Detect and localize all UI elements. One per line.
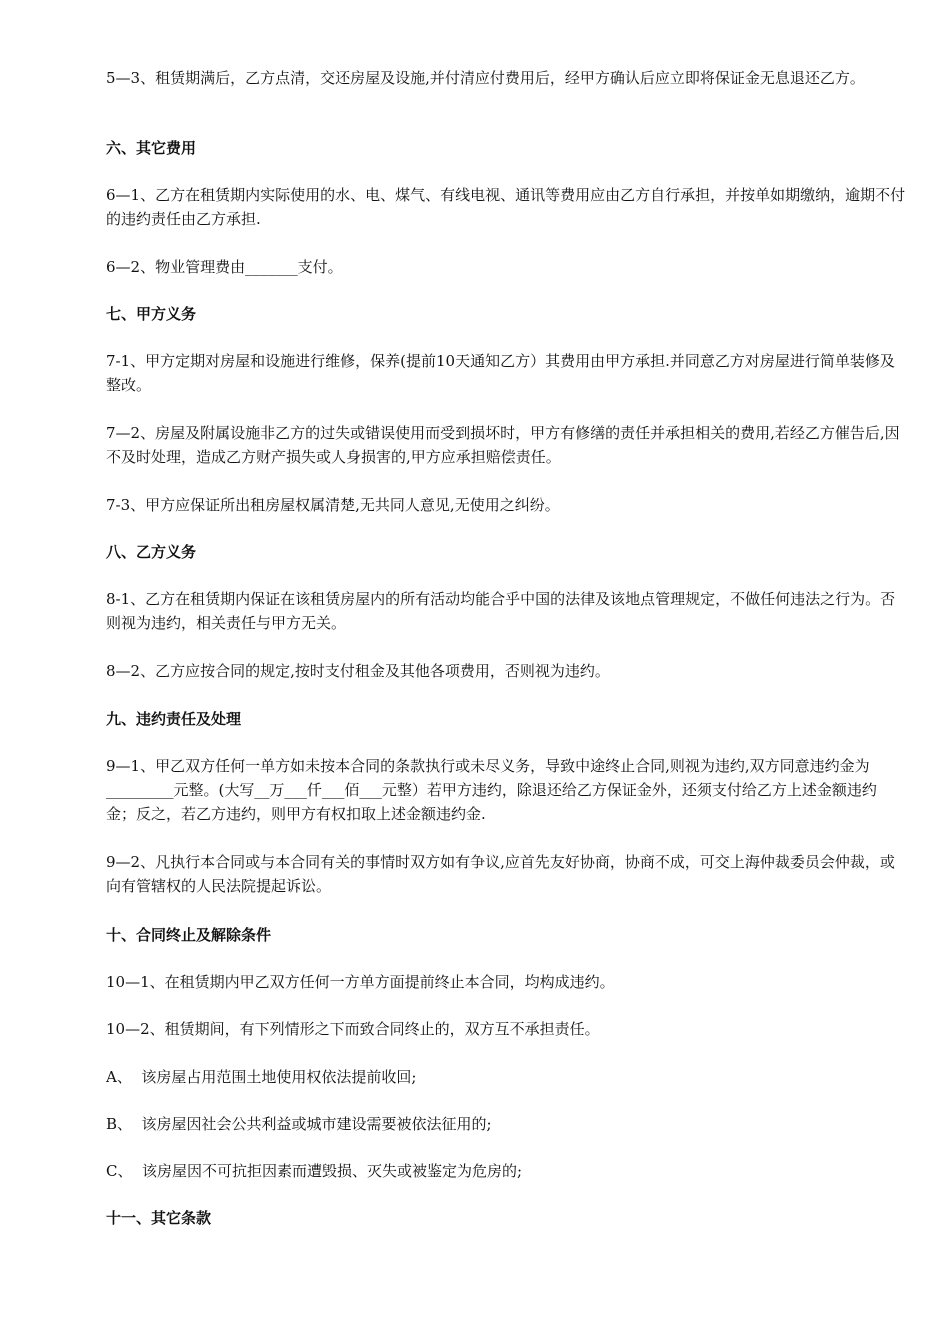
section-heading-8: 八、乙方义务	[106, 543, 197, 561]
list-item-c: C、 该房屋因不可抗拒因素而遭毁损、灭失或被鉴定为危房的;	[106, 1162, 523, 1180]
clause-9-2: 9—2、凡执行本合同或与本合同有关的事情时双方如有争议,应首先友好协商，协商不成，可交上海仲裁委员会仲裁，或向有管辖权的人民法院提起诉讼。	[106, 853, 895, 895]
section-heading-11: 十一、其它条款	[106, 1209, 212, 1227]
clause-8-2: 8—2、乙方应按合同的规定,按时支付租金及其他各项费用，否则视为违约。	[106, 662, 610, 680]
clause-6-2: 6—2、物业管理费由_______支付。	[106, 258, 343, 276]
list-item-a: A、 该房屋占用范围土地使用权依法提前收回;	[106, 1068, 417, 1086]
clause-8-1: 8-1、乙方在租赁期内保证在该租赁房屋内的所有活动均能合乎中国的法律及该地点管理规定，不做任何违法之行为。否则视为违约，相关责任与甲方无关。	[106, 590, 896, 632]
clause-10-1: 10—1、在租赁期内甲乙双方任何一方单方面提前终止本合同，均构成违约。	[106, 973, 615, 991]
clause-7-1: 7-1、甲方定期对房屋和设施进行维修，保养(提前10天通知乙方）其费用由甲方承担.并同意乙方对房屋进行简单装修及整改。	[106, 352, 895, 394]
clause-7-2: 7—2、房屋及附属设施非乙方的过失或错误使用而受到损坏时，甲方有修缮的责任并承担相关的费用,若经乙方催告后,因不及时处理，造成乙方财产损失或人身损害的,甲方应承担赔偿责任。	[106, 424, 900, 466]
clause-9-1: 9—1、甲乙双方任何一单方如未按本合同的条款执行或未尽义务，导致中途终止合同,则视为违约,双方同意违约金为_________元整。(大写__万___仟___佰___元整）若甲方违约，除退还给乙方保证金外，还须支付给乙方上述金额违约金；反之，若乙方违约，则甲方有权扣取上述金额违约金.	[106, 757, 877, 823]
clause-6-1: 6—1、乙方在租赁期内实际使用的水、电、煤气、有线电视、通讯等费用应由乙方自行承担，并按单如期缴纳，逾期不付的违约责任由乙方承担.	[106, 186, 906, 228]
section-heading-9: 九、违约责任及处理	[106, 710, 242, 728]
section-heading-6: 六、其它费用	[106, 139, 197, 157]
list-item-b: B、 该房屋因社会公共利益或城市建设需要被依法征用的;	[106, 1115, 492, 1133]
clause-5-3: 5—3、租赁期满后，乙方点清，交还房屋及设施,并付清应付费用后，经甲方确认后应立即将保证金无息退还乙方。	[106, 69, 865, 87]
clause-10-2: 10—2、租赁期间，有下列情形之下而致合同终止的，双方互不承担责任。	[106, 1020, 600, 1038]
section-heading-7: 七、甲方义务	[106, 305, 197, 323]
clause-7-3: 7-3、甲方应保证所出租房屋权属清楚,无共同人意见,无使用之纠纷。	[106, 496, 560, 514]
section-heading-10: 十、合同终止及解除条件	[106, 926, 272, 944]
